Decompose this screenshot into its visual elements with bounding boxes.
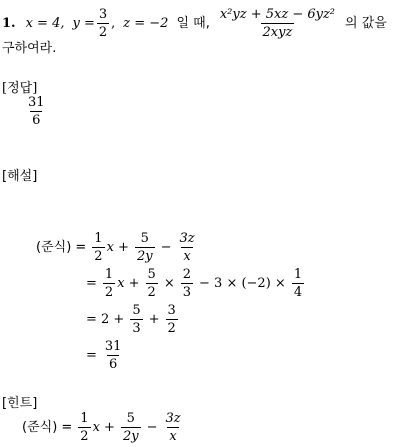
s1-frac-b [135,232,155,263]
s2-d-den: 4 [293,285,303,300]
h-c-den: x [169,429,177,444]
h-frac-b [121,412,141,443]
s3-a-den: 3 [132,321,141,336]
condition-y-numerator: 3 [98,7,108,22]
expression-denominator: 2xyz [262,25,293,40]
condition-y-lhs: y = [72,16,95,31]
solution-label: [해설] [2,169,38,184]
s2-frac-b [146,268,158,299]
problem-number: 1. [2,16,16,31]
s4-den: 6 [109,357,118,372]
s2-a-num: 1 [104,267,114,282]
s2-a-tail: x + [117,276,140,291]
h-b-num: 5 [126,411,135,426]
condition-z: z = −2 [123,16,169,31]
expression-numerator: x²yz + 5xz − 6yz² [219,7,336,22]
s2-b-den: 2 [147,285,156,300]
s3-frac-b [166,304,178,335]
s3-b-den: 2 [167,321,176,336]
h-a-num: 1 [80,411,89,426]
s1-a-num: 1 [94,231,103,246]
s1-b-den: 2y [136,249,153,264]
condition-y-tail: , [111,16,116,31]
condition-y-denominator: 2 [98,25,108,40]
s3-eq: = 2 + [86,312,125,327]
h-frac-c [163,412,182,443]
s2-c-den: 3 [182,285,192,300]
condition-x: x = 4, [25,16,65,31]
s1-a-tail: x + [106,240,129,255]
s3-frac-a [130,304,142,335]
s1-b-tail: − [160,240,172,255]
condition-y-fraction [97,8,109,39]
s2-frac-c [181,268,193,299]
solution-line-4 [86,340,125,371]
s1-b-num: 5 [140,231,149,246]
problem-suffix: 의 값을 [345,16,387,31]
s4-num: 31 [104,339,122,354]
s2-b-num: 5 [147,267,156,282]
s2-a-den: 2 [104,285,114,300]
s2-eq: = [86,276,97,291]
answer-label: [정답] [2,81,38,96]
h-b-den: 2y [122,429,139,444]
s3-b-num: 3 [167,303,176,318]
s2-d-num: 1 [293,267,303,282]
problem-line-2: 구하여라. [2,41,57,56]
s2-c-tail: − 3 × (−2) × [199,276,286,291]
s1-c-num: 3z [179,231,195,246]
h-a-den: 2 [80,429,89,444]
solution-line1-prefix: (준식) = [36,240,87,255]
answer-fraction [26,96,47,127]
h-frac-a [78,412,90,443]
problem-line-1 [2,8,387,39]
answer-fraction-wrap [24,96,49,127]
answer-numerator: 31 [28,95,45,110]
s2-frac-a [103,268,115,299]
s4-eq: = [86,348,97,363]
s2-c-num: 2 [182,267,192,282]
s2-frac-d [292,268,304,299]
h-c-num: 3z [165,411,181,426]
answer-denominator: 6 [32,113,41,128]
expression-fraction [218,8,337,39]
solution-line-2 [86,268,306,299]
hint-line [22,412,185,443]
solution-line-1 [36,232,199,263]
h-a-tail: x + [92,420,115,435]
hint-prefix: (준식) = [22,420,73,435]
s1-a-den: 2 [94,249,103,264]
s4-frac [103,340,124,371]
s1-frac-a [92,232,104,263]
solution-line-3 [86,304,180,335]
s2-b-tail: × [163,276,175,291]
s1-c-den: x [183,249,191,264]
s3-a-tail: + [148,312,160,327]
h-b-tail: − [146,420,158,435]
hint-label: [힌트] [2,396,38,411]
when-text: 일 때, [176,16,210,31]
s3-a-num: 5 [132,303,141,318]
s1-frac-c [177,232,196,263]
